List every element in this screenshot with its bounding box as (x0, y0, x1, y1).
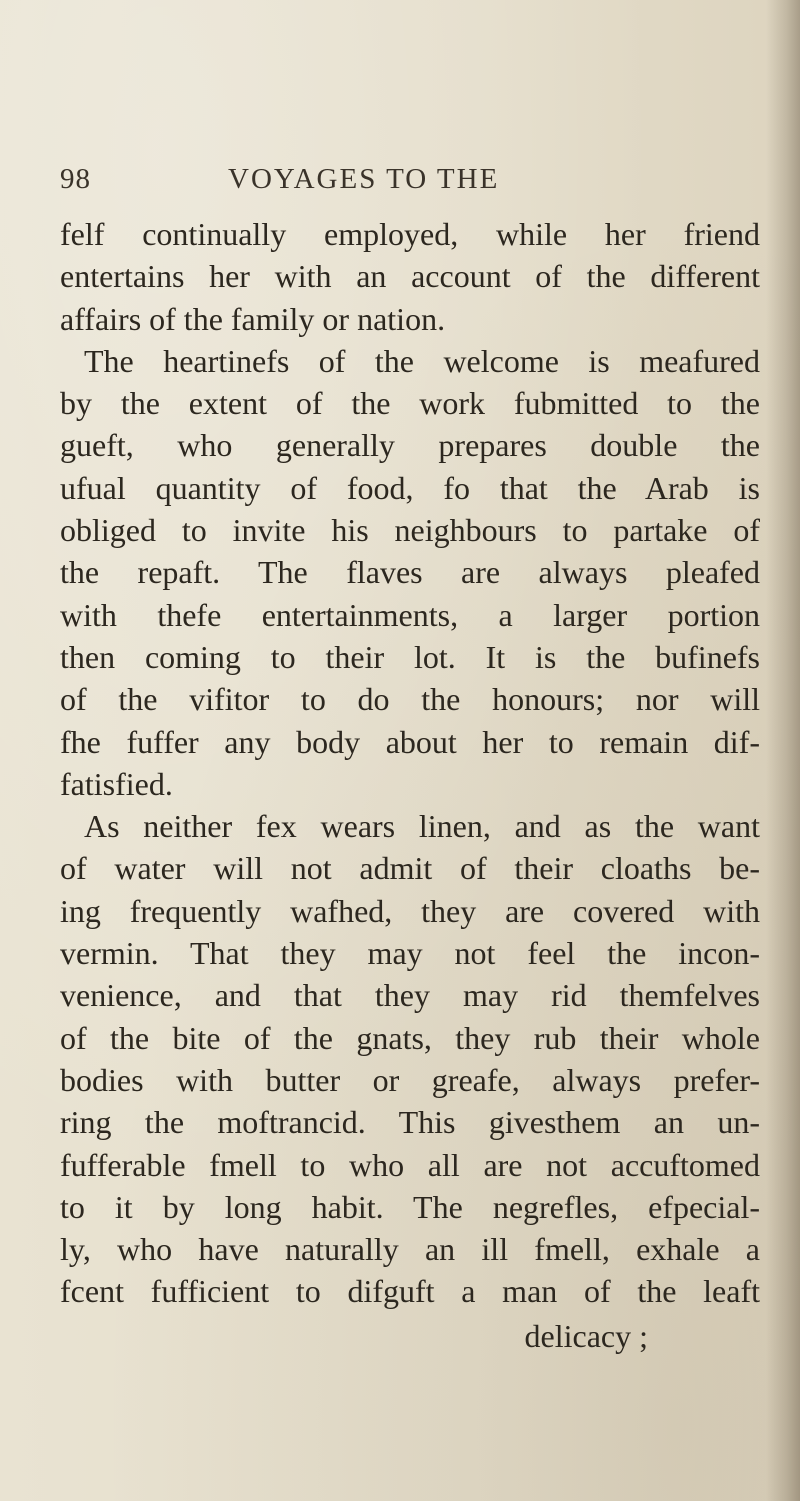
text-line: gueft, who generally prepares double the (60, 427, 760, 464)
text-line: venience, and that they may rid themfelves (60, 977, 760, 1014)
text-line: fufferable fmell to who all are not accuftomed (60, 1146, 760, 1183)
text-line: vermin. That they may not feel the incon- (60, 935, 760, 972)
text-line: of the vifitor to do the honours; nor will (60, 681, 760, 718)
text-line: of the bite of the gnats, they rub their whole (60, 1019, 760, 1056)
text-line: fhe fuffer any body about her to remain dif- (60, 723, 760, 760)
text-line: fatisfied. (60, 765, 173, 802)
running-head: VOYAGES TO THE (228, 163, 500, 195)
page-number: 98 (60, 163, 91, 195)
text-line: ly, who have naturally an ill fmell, exhale a (60, 1231, 760, 1268)
text-line: The heartinefs of the welcome is meafured (84, 342, 760, 379)
text-line: fcent fufficient to difguft a man of the leaft (60, 1273, 760, 1310)
text-line: affairs of the family or nation. (60, 300, 446, 337)
text-line: with thefe entertainments, a larger portion (60, 596, 760, 633)
text-line: felf continually employed, while her friend (60, 216, 760, 252)
text-line: ufual quantity of food, fo that the Arab is (60, 469, 760, 506)
book-page (60, 163, 760, 1357)
text-line: then coming to their lot. It is the bufinefs (60, 638, 760, 675)
text-line: bodies with butter or greafe, always prefer- (60, 1061, 760, 1098)
text-line: by the extent of the work fubmitted to the (60, 385, 760, 422)
text-line: of water will not admit of their cloaths be- (60, 850, 760, 887)
page-edge-shadow (766, 0, 800, 1501)
page-header (60, 163, 760, 207)
text-line: to it by long habit. The negrefles, efpecial- (60, 1188, 760, 1225)
text-line: obliged to invite his neighbours to partake of (60, 512, 760, 549)
text-line: As neither fex wears linen, and as the want (84, 808, 760, 845)
body-text (60, 213, 760, 1313)
catchword: delicacy ; (524, 1317, 648, 1354)
text-line: ing frequently wafhed, they are covered with (60, 892, 760, 929)
text-line: entertains her with an account of the different (60, 258, 760, 295)
text-line: the repaft. The flaves are always pleafed (60, 554, 760, 591)
text-line: ring the moftrancid. This givesthem an un- (60, 1104, 760, 1141)
